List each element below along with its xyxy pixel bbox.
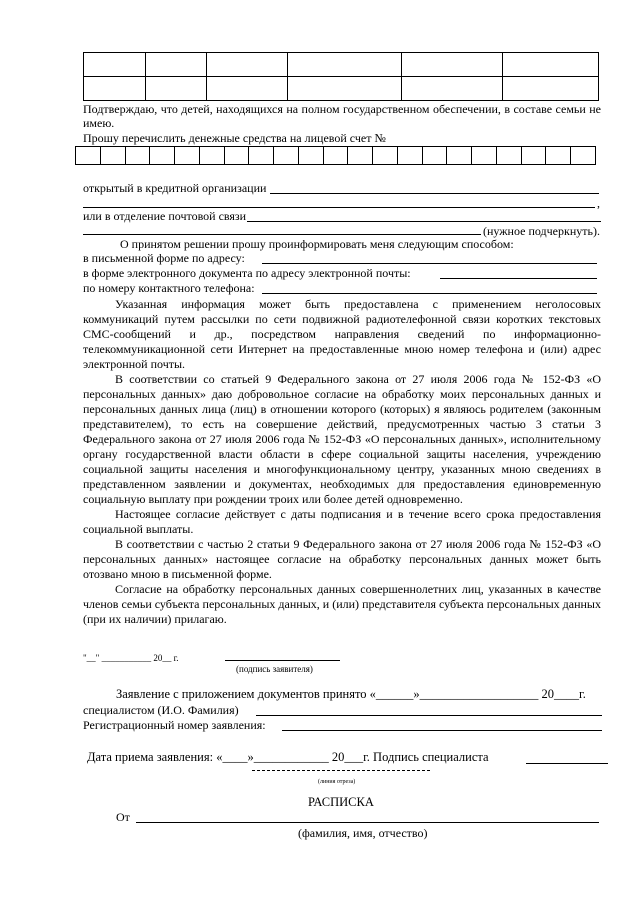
specialist-field[interactable] — [256, 715, 602, 716]
credit-org-label: открытый в кредитной организации — [83, 181, 267, 195]
receipt-title: РАСПИСКА — [308, 795, 374, 809]
account-digit-cell[interactable] — [323, 147, 348, 165]
inform-heading: О принятом решении прошу проинформировать меня следующим способом: — [120, 237, 514, 251]
table-cell[interactable] — [503, 53, 599, 77]
applicant-date[interactable]: "__" ___________ 20__ г. — [83, 653, 179, 663]
cut-line-caption: (линия отреза) — [318, 779, 356, 785]
account-digit-cell[interactable] — [274, 147, 299, 165]
account-digit-cell[interactable] — [397, 147, 422, 165]
table-cell[interactable] — [146, 53, 207, 77]
account-digit-cell[interactable] — [496, 147, 521, 165]
table-cell[interactable] — [288, 53, 402, 77]
specialist-label: специалистом (И.О. Фамилия) — [83, 703, 239, 717]
inform-email-label: в форме электронного документа по адресу электронной почты: — [83, 266, 411, 280]
from-label: От — [116, 810, 130, 824]
table-cell[interactable] — [84, 77, 146, 101]
phone-field[interactable] — [262, 293, 597, 294]
specialist-signature-field[interactable] — [526, 763, 608, 764]
consent-body — [83, 297, 601, 627]
cut-line — [252, 770, 430, 771]
table-cell[interactable] — [402, 53, 503, 77]
paragraph-validity: Настоящее согласие действует с даты подписания и в течение всего срока предоставления социальной выплаты. — [83, 507, 601, 536]
account-digit-cell[interactable] — [249, 147, 274, 165]
fio-caption: (фамилия, имя, отчество) — [298, 826, 428, 840]
account-digit-cell[interactable] — [348, 147, 373, 165]
table-cell[interactable] — [146, 77, 207, 101]
underline-note: (нужное подчеркнуть). — [483, 224, 600, 238]
account-digit-cell[interactable] — [76, 147, 101, 165]
post-field-2[interactable] — [83, 234, 481, 235]
account-digit-cell[interactable] — [546, 147, 571, 165]
regnum-label: Регистрационный номер заявления: — [83, 718, 266, 732]
receipt-date-text: Дата приема заявления: «____»____________ 20___г. Подпись специалиста — [87, 750, 489, 764]
written-address-field[interactable] — [262, 263, 597, 264]
confirm-text: Подтверждаю, что детей, находящихся на полном государственном обеспечении, в составе семьи не имею. — [83, 102, 601, 130]
top-table — [83, 52, 599, 101]
credit-org-field-2[interactable] — [83, 207, 595, 208]
account-digit-cell[interactable] — [224, 147, 249, 165]
table-cell[interactable] — [207, 53, 288, 77]
account-label: Прошу перечислить денежные средства на лицевой счет № — [83, 131, 386, 145]
comma: , — [597, 196, 600, 210]
account-digit-cell[interactable] — [447, 147, 472, 165]
signature-caption: (подпись заявителя) — [236, 664, 313, 674]
inform-phone-label: по номеру контактного телефона: — [83, 281, 255, 295]
regnum-field[interactable] — [282, 730, 602, 731]
account-digit-cell[interactable] — [472, 147, 497, 165]
table-cell[interactable] — [503, 77, 599, 101]
account-digit-cell[interactable] — [125, 147, 150, 165]
account-number-grid — [75, 146, 596, 165]
post-field[interactable] — [247, 221, 601, 222]
account-digit-cell[interactable] — [521, 147, 546, 165]
email-field[interactable] — [440, 278, 597, 279]
credit-org-field[interactable] — [270, 193, 599, 194]
paragraph-revocation: В соответствии с частью 2 статьи 9 Федерального закона от 27 июля 2006 года № 152-ФЗ «О персональных данных» настоящее согласие на обработку персональных данных может быть отозвано мною в письменной форме. — [83, 537, 601, 581]
accepted-text: Заявление с приложением документов принято «______»___________________ 20____г. — [116, 687, 586, 701]
account-digit-cell[interactable] — [298, 147, 323, 165]
paragraph-consent: В соответствии со статьей 9 Федерального закона от 27 июля 2006 года № 152-ФЗ «О персональных данных» даю добровольное согласие на обработку моих персональных данных и персональных данных лица (лиц) в отношении которого (которых) я являюсь родителем (законным представителем), то есть на совершение действий, предусмотренных частью 3 статьи 3 Федерального закона от 27 июля 2006 года № 152-ФЗ «О персональных данных», исполнительному органу государственной власти области в сфере социальной защиты населения, учреждению социальной защиты населения и многофункциональному центру, указанных мною сведениях в представленном заявлении и документах, необходимых для предоставления единовременную социальную выплату при рождении троих или более детей одновременно. — [83, 372, 601, 506]
table-cell[interactable] — [84, 53, 146, 77]
account-digit-cell[interactable] — [422, 147, 447, 165]
account-digit-cell[interactable] — [175, 147, 200, 165]
table-cell[interactable] — [207, 77, 288, 101]
signature-line[interactable] — [225, 660, 340, 661]
table-cell[interactable] — [402, 77, 503, 101]
account-digit-cell[interactable] — [199, 147, 224, 165]
paragraph-sms-info: Указанная информация может быть предоставлена с применением неголосовых коммуникаций путем рассылки по сети подвижной радиотелефонной связи коротких текстовых СМС-сообщений и др., посредством направления сведений по информационно-телекоммуникационной сети Интернет на предоставленные мною номер телефона и (или) адрес электронной почты. — [83, 297, 601, 371]
table-cell[interactable] — [288, 77, 402, 101]
paragraph-attachment: Согласие на обработку персональных данных совершеннолетних лиц, указанных в качестве членов семьи субъекта персональных данных, и (или) представителя субъекта персональных данных (при их наличии) прилагаю. — [83, 582, 601, 626]
from-field[interactable] — [136, 822, 599, 823]
account-digit-cell[interactable] — [150, 147, 175, 165]
account-digit-cell[interactable] — [100, 147, 125, 165]
post-label: или в отделение почтовой связи — [83, 209, 247, 223]
inform-written-label: в письменной форме по адресу: — [83, 251, 245, 265]
account-digit-cell[interactable] — [571, 147, 596, 165]
account-digit-cell[interactable] — [373, 147, 398, 165]
